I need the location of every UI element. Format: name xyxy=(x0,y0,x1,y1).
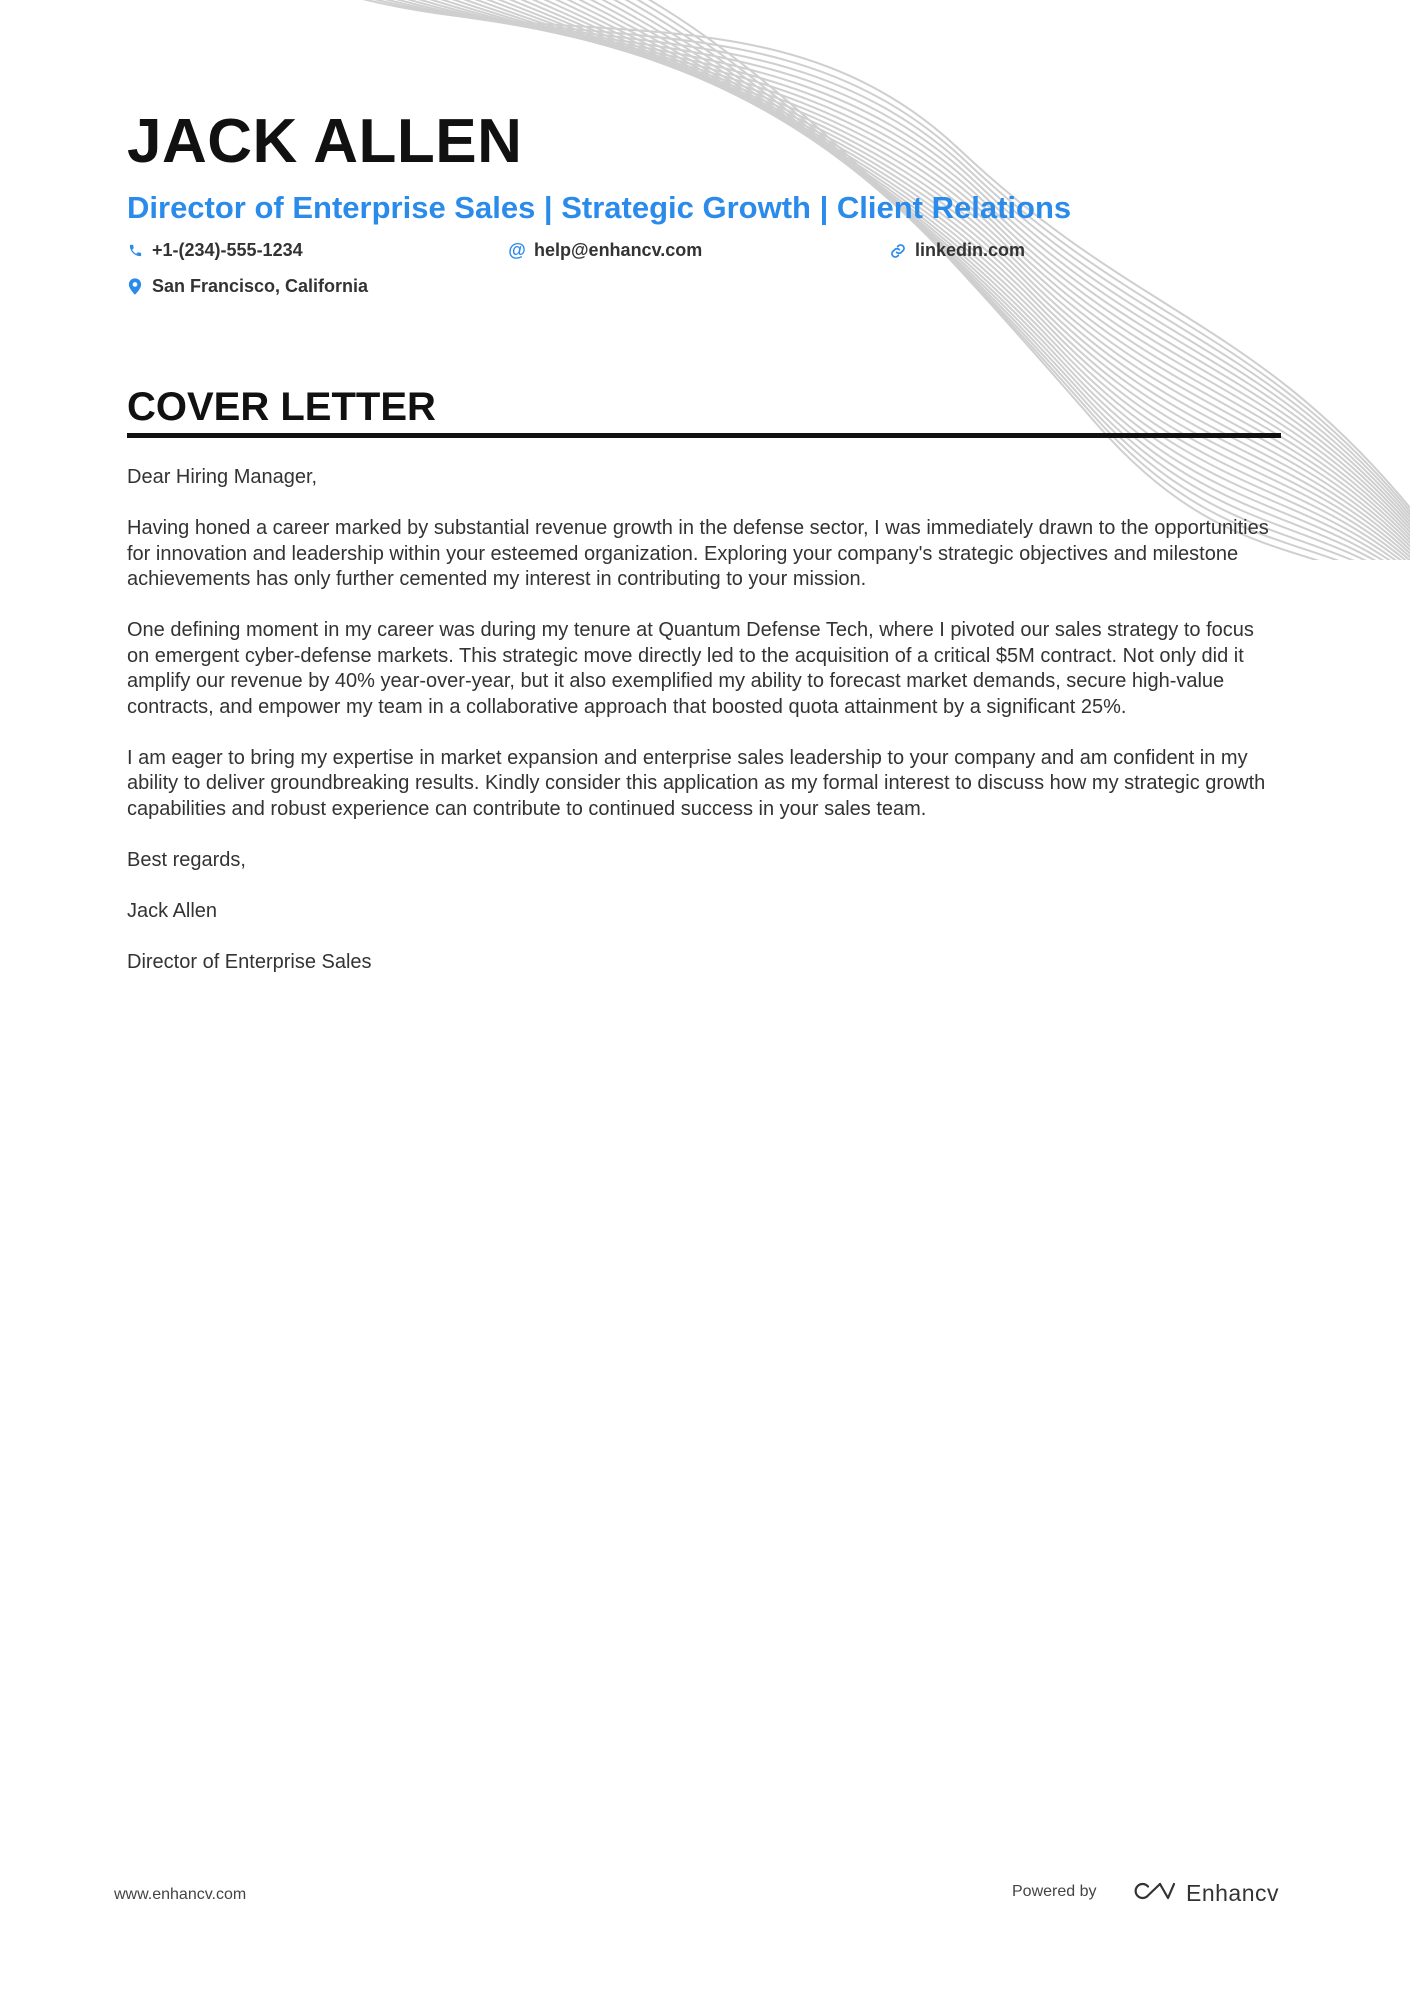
letter-closing: Best regards, xyxy=(127,848,246,871)
contact-website xyxy=(890,240,1025,261)
at-sign-icon: @ xyxy=(508,240,526,260)
wave-line xyxy=(403,0,1410,540)
wave-line xyxy=(366,0,1410,530)
letter-paragraph: I am eager to bring my expertise in market expansion and enterprise sales leadership to your company and am confident in my ability to deliver groundbreaking results. Kindly consider this application as my formal interest to discuss how my strategic growth capabilities and robust experience can contribute to continued success in your sales team. xyxy=(127,746,1266,820)
location-pin-icon xyxy=(127,279,143,295)
candidate-headline: Director of Enterprise Sales | Strategic Growth | Client Relations xyxy=(127,190,1072,225)
letter-greeting: Dear Hiring Manager, xyxy=(127,466,318,488)
section-title: COVER LETTER xyxy=(127,385,436,429)
letter-body xyxy=(127,465,1281,1001)
wave-line xyxy=(378,0,1410,533)
phone-icon xyxy=(127,243,143,259)
website-link[interactable]: linkedin.com xyxy=(915,240,1026,260)
brand-logo xyxy=(1132,1880,1279,1907)
wave-line xyxy=(415,0,1410,543)
wave-line xyxy=(391,0,1410,537)
contact-email xyxy=(509,240,702,261)
link-icon xyxy=(890,243,906,259)
powered-by-label: Powered by xyxy=(1012,1883,1097,1900)
contact-location xyxy=(127,276,368,297)
letter-paragraph: One defining moment in my career was during my tenure at Quantum Defense Tech, where I pivoted our sales strategy to focus on emergent cyber-defense markets. This strategic move directly led to the acquisition of a critical $5M contract. Not only did it amplify our revenue by 40% year-over-year, but it also exemplified my ability to forecast market demands, secure high-value contracts, and empower my team in a collaborative approach that boosted quota attainment by a significant 25%. xyxy=(127,619,1254,718)
wave-line xyxy=(342,0,1410,523)
signature-title: Director of Enterprise Sales xyxy=(127,950,372,973)
candidate-name: JACK ALLEN xyxy=(127,107,523,176)
section-divider xyxy=(127,433,1281,438)
wave-line xyxy=(354,0,1410,527)
letter-paragraph: Having honed a career marked by substantial revenue growth in the defense sector, I was immediately drawn to the opportunities for innovation and leadership within your esteemed organization. Exploring your company's strategic objectives and milestone achievements has only further cemented my interest in contributing to your mission. xyxy=(127,517,1269,590)
location-text: San Francisco, California xyxy=(152,276,369,296)
brand-name: Enhancv xyxy=(1186,1880,1280,1906)
wave-line xyxy=(330,0,1410,520)
enhancv-logo-icon xyxy=(1132,1880,1176,1907)
email-address[interactable]: help@enhancv.com xyxy=(534,240,703,260)
footer-website[interactable]: www.enhancv.com xyxy=(114,1886,247,1903)
signature-name: Jack Allen xyxy=(127,899,218,922)
phone-number: +1-(234)-555-1234 xyxy=(152,240,303,260)
contact-phone xyxy=(127,240,303,261)
